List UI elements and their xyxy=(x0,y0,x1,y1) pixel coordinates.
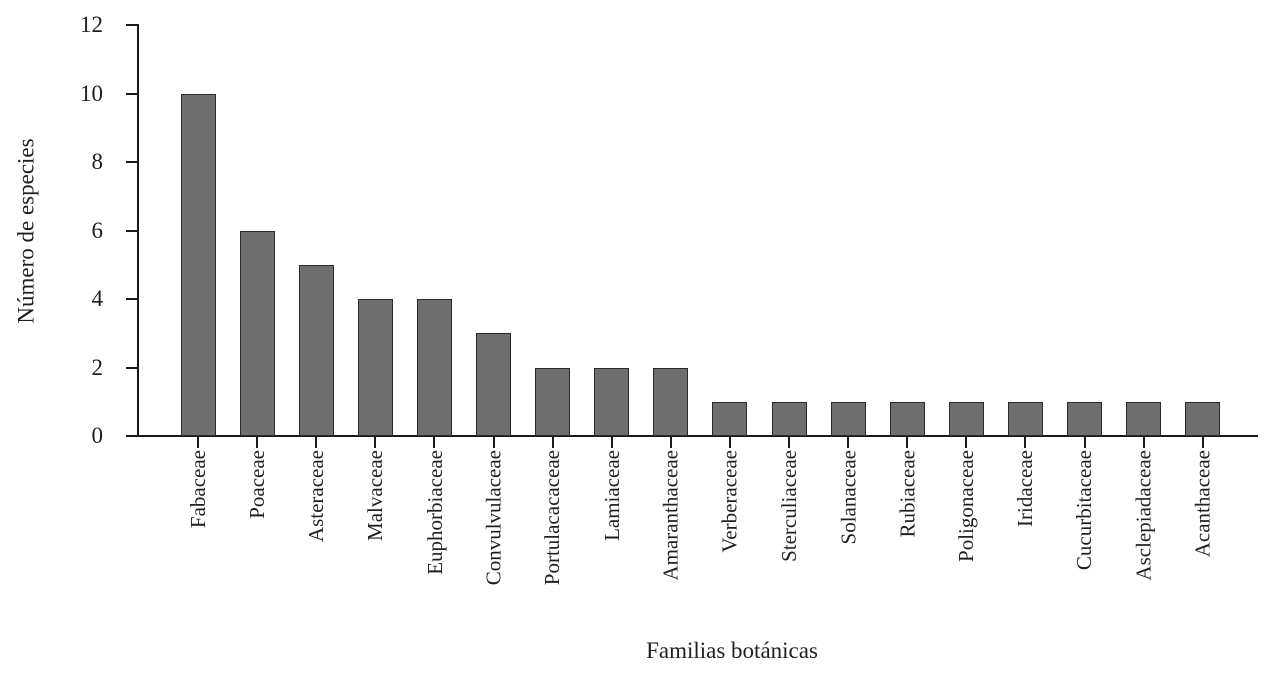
x-tick xyxy=(315,437,317,448)
x-tick-label: Solanaceae xyxy=(836,450,861,545)
x-tick-label: Acanthaceae xyxy=(1190,450,1215,558)
x-tick xyxy=(256,437,258,448)
bar xyxy=(594,368,629,437)
bar xyxy=(240,231,275,437)
bar xyxy=(1008,402,1043,436)
y-tick-label: 0 xyxy=(91,423,103,448)
y-tick-label: 6 xyxy=(91,217,103,243)
x-axis-title: Familias botánicas xyxy=(646,638,818,663)
y-tick xyxy=(126,435,138,437)
bar xyxy=(772,402,807,436)
x-tick-label: Malvaceae xyxy=(363,450,388,541)
bar xyxy=(417,299,452,436)
x-tick xyxy=(729,437,731,448)
x-tick xyxy=(847,437,849,448)
x-tick-label: Sterculiaceae xyxy=(777,450,801,562)
y-tick-label: 4 xyxy=(91,286,103,311)
x-tick xyxy=(552,437,554,448)
x-tick-label: Amaranthaceae xyxy=(658,450,683,581)
x-tick-label: Euphorbiaceae xyxy=(422,450,447,575)
bar xyxy=(299,265,334,436)
bar xyxy=(653,368,688,437)
x-tick-label: Asteraceae xyxy=(304,450,329,543)
y-tick xyxy=(126,24,138,26)
x-tick-label: Rubiaceae xyxy=(895,450,920,538)
x-tick-label: Verberaceae xyxy=(717,450,742,553)
y-tick xyxy=(126,367,138,369)
x-tick-label: Fabaceae xyxy=(186,450,210,529)
x-tick xyxy=(493,437,495,448)
x-tick xyxy=(1024,437,1026,448)
bar xyxy=(890,402,925,436)
y-tick-label: 8 xyxy=(91,149,103,174)
x-tick-label: Asclepiadaceae xyxy=(1131,450,1156,581)
bar xyxy=(949,402,984,436)
bar xyxy=(181,94,216,437)
x-tick xyxy=(965,437,967,448)
x-tick-label: Portulacacaceae xyxy=(540,450,565,586)
x-tick xyxy=(1143,437,1145,448)
x-tick xyxy=(374,437,376,448)
bar xyxy=(535,368,570,437)
y-tick xyxy=(126,230,138,232)
x-tick xyxy=(788,437,790,448)
y-tick-label: 10 xyxy=(80,80,103,106)
bar xyxy=(831,402,866,436)
y-tick-label: 2 xyxy=(91,354,103,380)
bar xyxy=(1126,402,1161,436)
x-tick-label: Poligonaceae xyxy=(954,450,979,562)
x-tick xyxy=(611,437,613,448)
x-tick xyxy=(1084,437,1086,448)
x-tick xyxy=(1202,437,1204,448)
bar xyxy=(1185,402,1220,436)
bar xyxy=(1067,402,1102,436)
x-tick xyxy=(906,437,908,448)
x-tick-label: Cucurbitaceae xyxy=(1072,450,1097,571)
y-tick xyxy=(126,93,138,95)
x-tick-label: Convulvulaceae xyxy=(481,450,506,586)
x-tick xyxy=(197,437,199,448)
bar xyxy=(712,402,747,436)
bar xyxy=(358,299,393,436)
x-tick xyxy=(670,437,672,448)
y-tick xyxy=(126,161,138,163)
x-tick-label: Poaceae xyxy=(245,450,270,519)
y-axis-title: Número de especies xyxy=(13,138,39,324)
y-tick xyxy=(126,298,138,300)
x-tick-label: Lamiaceae xyxy=(599,450,624,541)
x-tick xyxy=(433,437,435,448)
y-tick-label: 12 xyxy=(80,12,103,37)
x-tick-label: Iridaceae xyxy=(1013,450,1038,527)
bar xyxy=(476,333,511,436)
